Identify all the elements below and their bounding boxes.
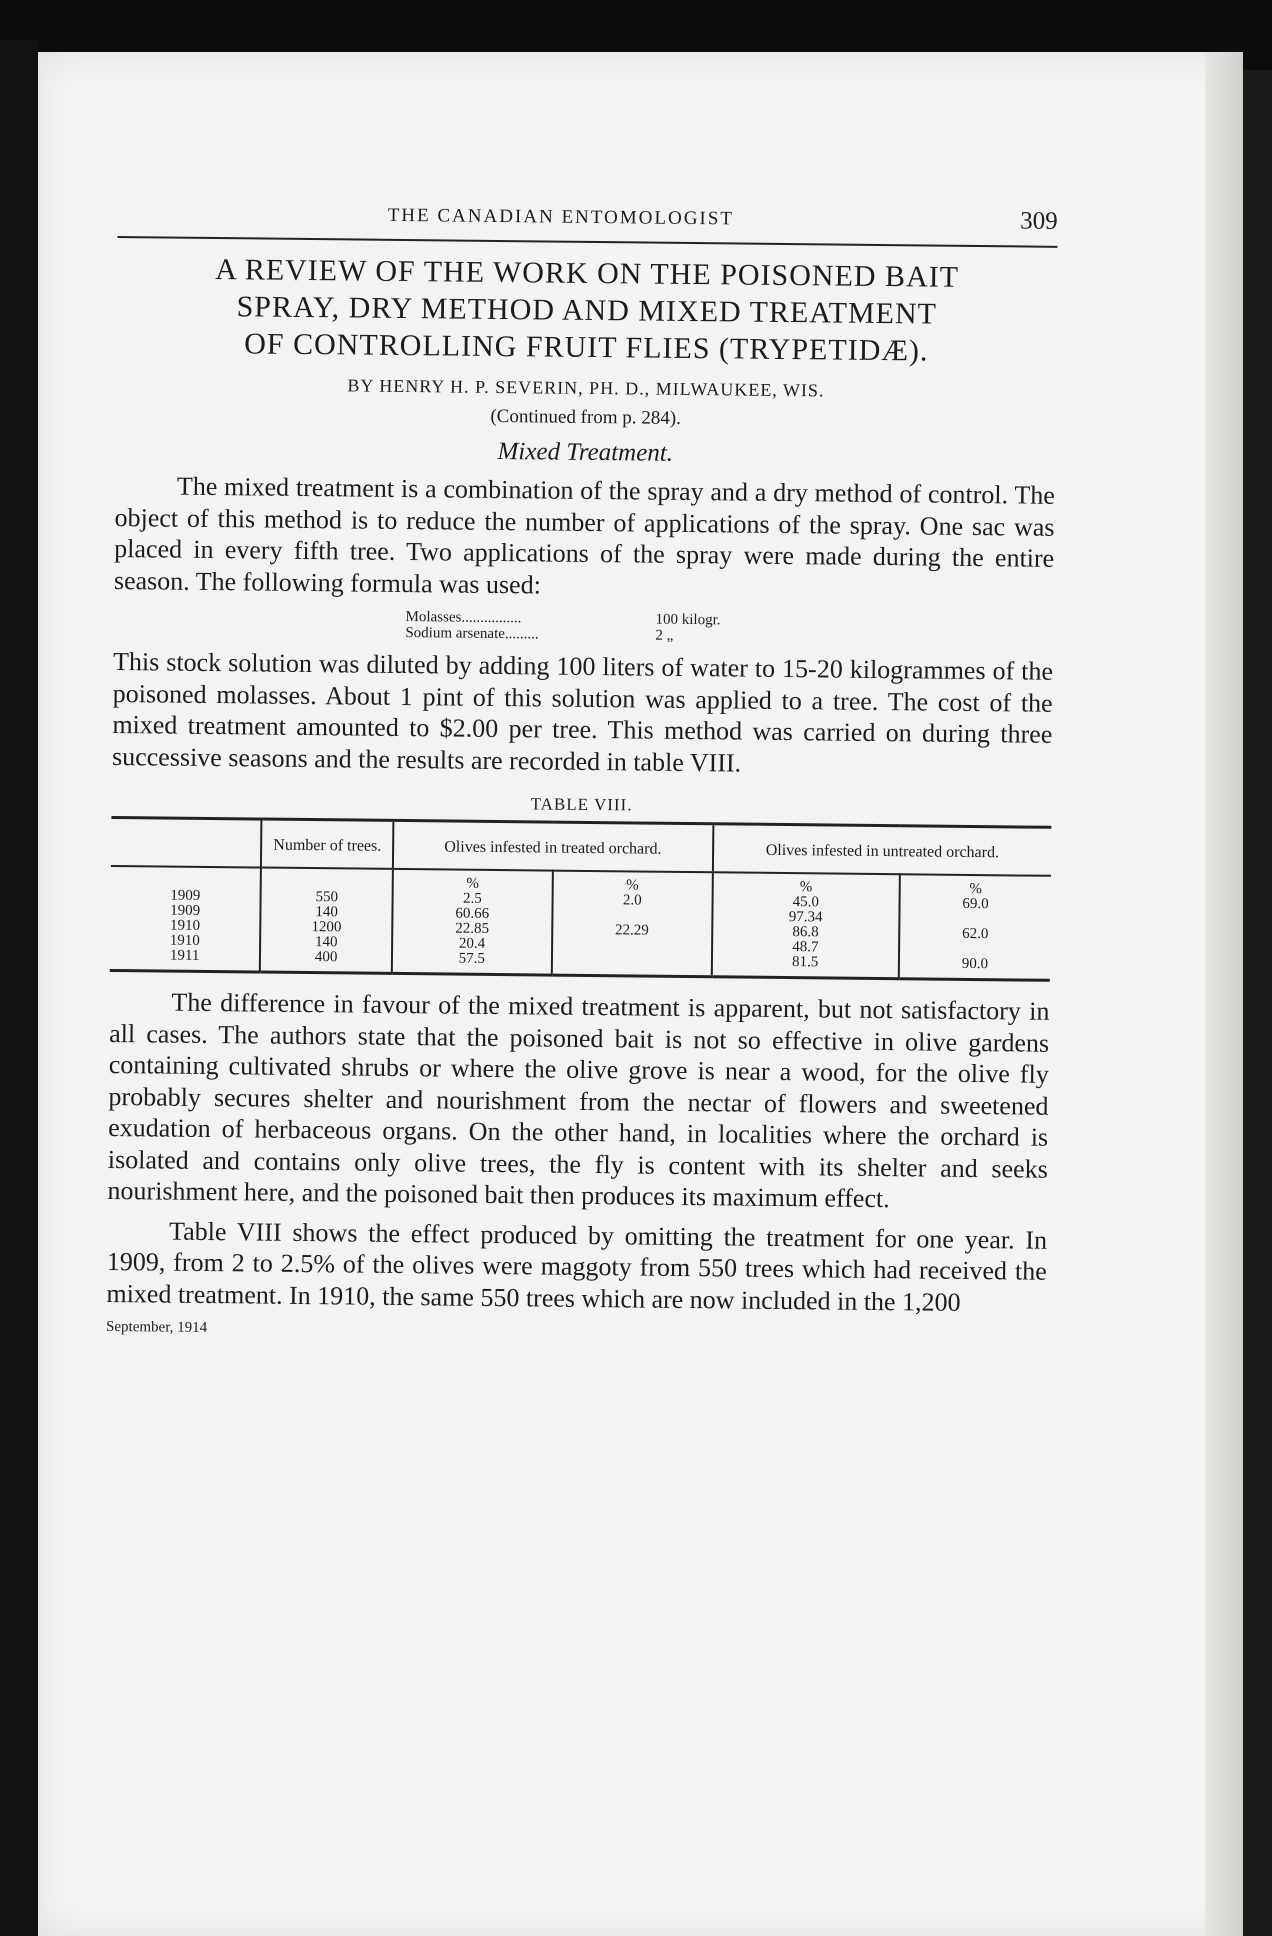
- cell-treated: 60.66: [455, 905, 490, 922]
- formula-ingredient: Molasses................: [405, 609, 522, 627]
- paragraph-1: The mixed treatment is a combination of the spray and a dry method of control. The object of this method is to reduce the number of applications of the spray. One sac was placed in every fifth tree. Two applications of the spray were made during the entire season. The following formula was used:: [113, 471, 1056, 599]
- journal-title: THE CANADIAN ENTOMOLOGIST: [387, 204, 735, 230]
- trees-column: [260, 868, 393, 974]
- cell-year: 1909: [170, 887, 201, 904]
- treated-column-b: [552, 871, 713, 977]
- treated-column-a: [392, 869, 553, 975]
- cell-untreated: 81.5: [792, 954, 819, 971]
- article-title: [116, 250, 1057, 371]
- page-number: 309: [1020, 207, 1058, 235]
- untreated-column-b: [899, 874, 1051, 980]
- year-column: [110, 866, 261, 972]
- article-title-line: OF CONTROLLING FRUIT FLIES (TRYPETIDÆ).: [244, 327, 929, 368]
- cell-trees: 550: [315, 889, 339, 906]
- cell-treated: 2.0: [622, 892, 642, 909]
- table-viii: [110, 816, 1052, 982]
- section-heading: Mixed Treatment.: [497, 437, 674, 467]
- cell-year: 1909: [170, 902, 201, 919]
- cell-year: 1911: [169, 947, 200, 964]
- header-year: [111, 817, 262, 867]
- cell-untreated: 62.0: [962, 925, 989, 943]
- cell-treated: 22.85: [455, 920, 490, 937]
- cell-treated: 2.5: [463, 890, 482, 907]
- page-content: [106, 190, 1058, 1346]
- cell-untreated: 45.0: [792, 894, 820, 911]
- cell-treated: 20.4: [458, 935, 486, 952]
- cell-untreated: 86.8: [792, 924, 819, 941]
- cell-untreated: 69.0: [962, 895, 989, 913]
- formula-amount: 2 „: [655, 627, 674, 644]
- article-title-line: SPRAY, DRY METHOD AND MIXED TREATMENT: [236, 290, 938, 331]
- paragraph-4: Table VIII shows the effect produced by omitting the treatment for one year. In 1909, from 2 to 2.5% of the olives were maggoty from 550 trees which had received the mixed treatment. In 1910, the same 550 trees which are now included in the 1,200: [106, 1216, 1048, 1317]
- cell-untreated: 48.7: [792, 939, 819, 956]
- cell-percent-sign: %: [799, 879, 813, 896]
- running-head: [117, 190, 1057, 248]
- cell-treated: [557, 938, 707, 955]
- formula: [405, 609, 1053, 648]
- header-trees: Number of trees.: [261, 819, 393, 869]
- paragraph-2: This stock solution was diluted by adding 100 liters of water to 15-20 kilogrammes of the poisoned molasses. About 1 pint of this solution was applied to a tree. The cost of the mixed treatment amounted to $2.00 per tree. This method was carried on during three successive seasons and the results are recorded in table VIII.: [111, 646, 1054, 778]
- untreated-column-a: [711, 872, 899, 978]
- article-title-line: A REVIEW OF THE WORK ON THE POISONED BAIT: [215, 253, 960, 294]
- cell-percent-sign: %: [466, 875, 479, 892]
- continued-note: (Continued from p. 284).: [490, 405, 681, 429]
- author-byline: BY HENRY H. P. SEVERIN, PH. D., MILWAUKEE, WIS.: [347, 375, 825, 401]
- cell-untreated: 97.34: [788, 909, 823, 926]
- paragraph-3: The difference in favour of the mixed treatment is apparent, but not satisfactory in all cases. The authors state that the poisoned bait is not so effective in olive gardens containing cultivated shrubs or where the olive grove is near a wood, for the olive fly probably secures shelter and nourishment from the nectar of flowers and sweetened exudation of herbaceous organs. On the other hand, in localities where the orchard is isolated and contains only olive trees, the fly is content with its shelter and seeks nourishment here, and the poisoned bait then produces its maximum effect.: [107, 987, 1050, 1214]
- cell-trees: 400: [314, 949, 338, 966]
- cell-trees: 140: [315, 904, 338, 921]
- cell-percent-sign: %: [626, 877, 639, 894]
- header-treated: Olives infested in treated orchard.: [393, 820, 713, 872]
- cell-trees: 140: [314, 934, 338, 951]
- cell-treated: 22.29: [614, 922, 649, 939]
- book-spine: [0, 40, 38, 1936]
- cell-treated: [557, 953, 707, 970]
- cell-year: 1910: [169, 917, 201, 934]
- cell-untreated: 90.0: [961, 955, 989, 973]
- cell-treated: 57.5: [458, 950, 486, 967]
- table-row: [110, 866, 1051, 980]
- header-untreated: Olives infested in untreated orchard.: [712, 824, 1051, 876]
- formula-amount: 100 kilogr.: [655, 611, 721, 629]
- issue-date-footer: September, 1914: [106, 1318, 208, 1336]
- cell-trees: 1200: [311, 919, 342, 936]
- formula-ingredient: Sodium arsenate.........: [405, 625, 539, 643]
- page-edge: [1205, 52, 1243, 1936]
- cell-year: 1910: [169, 932, 200, 949]
- cell-percent-sign: %: [969, 880, 983, 898]
- table-caption: TABLE VIII.: [530, 794, 633, 815]
